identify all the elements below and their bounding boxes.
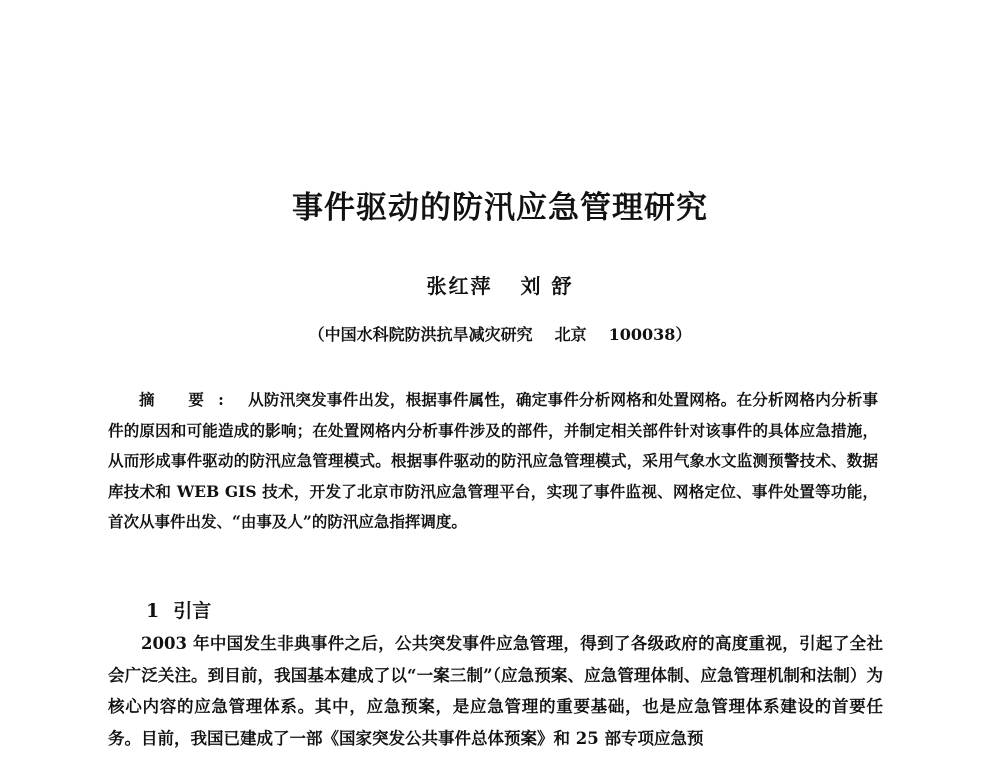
author-name: 张红萍: [426, 274, 493, 298]
abstract-text: 从防汛突发事件出发，根据事件属性，确定事件分析网格和处置网格。在分析网格内分析事件的原因和可能造成的影响；在处置网格内分析事件涉及的部件，并制定相关部件针对该事件的具体应急措施，从而形成事件驱动的防汛应急管理模式。根据事件驱动的防汛应急管理模式，采用气象水文监测预警技术、数据库技术和 WEB GIS 技术，开发了北京市防汛应急管理平台，实现了事件监视、网格定位、事件处置等功能，首次从事件出发、“由事及人”的防汛应急指挥调度。: [108, 390, 878, 532]
abstract-label: 摘 要:: [139, 390, 238, 409]
affiliation-city: 北京: [554, 325, 587, 344]
affiliation-line: [0, 322, 1000, 345]
paper-title: 事件驱动的防汛应急管理研究: [292, 190, 708, 226]
section-title: 引言: [173, 600, 212, 622]
abstract: [108, 385, 878, 538]
author-name: 刘 舒: [520, 274, 574, 298]
affiliation-postcode: 100038）: [608, 325, 692, 344]
affiliation: （中国水科院防洪抗旱减灾研究: [308, 325, 533, 344]
section-heading: [146, 596, 211, 623]
body-paragraph: 2003 年中国发生非典事件之后，公共突发事件应急管理，得到了各级政府的高度重视，引起了全社会广泛关注。到目前，我国基本建成了以“一案三制”（应急预案、应急管理体制、应急管理机制和法制）为核心内容的应急管理体系。其中，应急预案，是应急管理的重要基础，也是应急管理体系建设的首要任务。目前，我国已建成了一部《国家突发公共事件总体预案》和 25 部专项应急预: [108, 634, 883, 748]
author-line: [0, 270, 1000, 299]
section-number: 1: [146, 600, 160, 622]
